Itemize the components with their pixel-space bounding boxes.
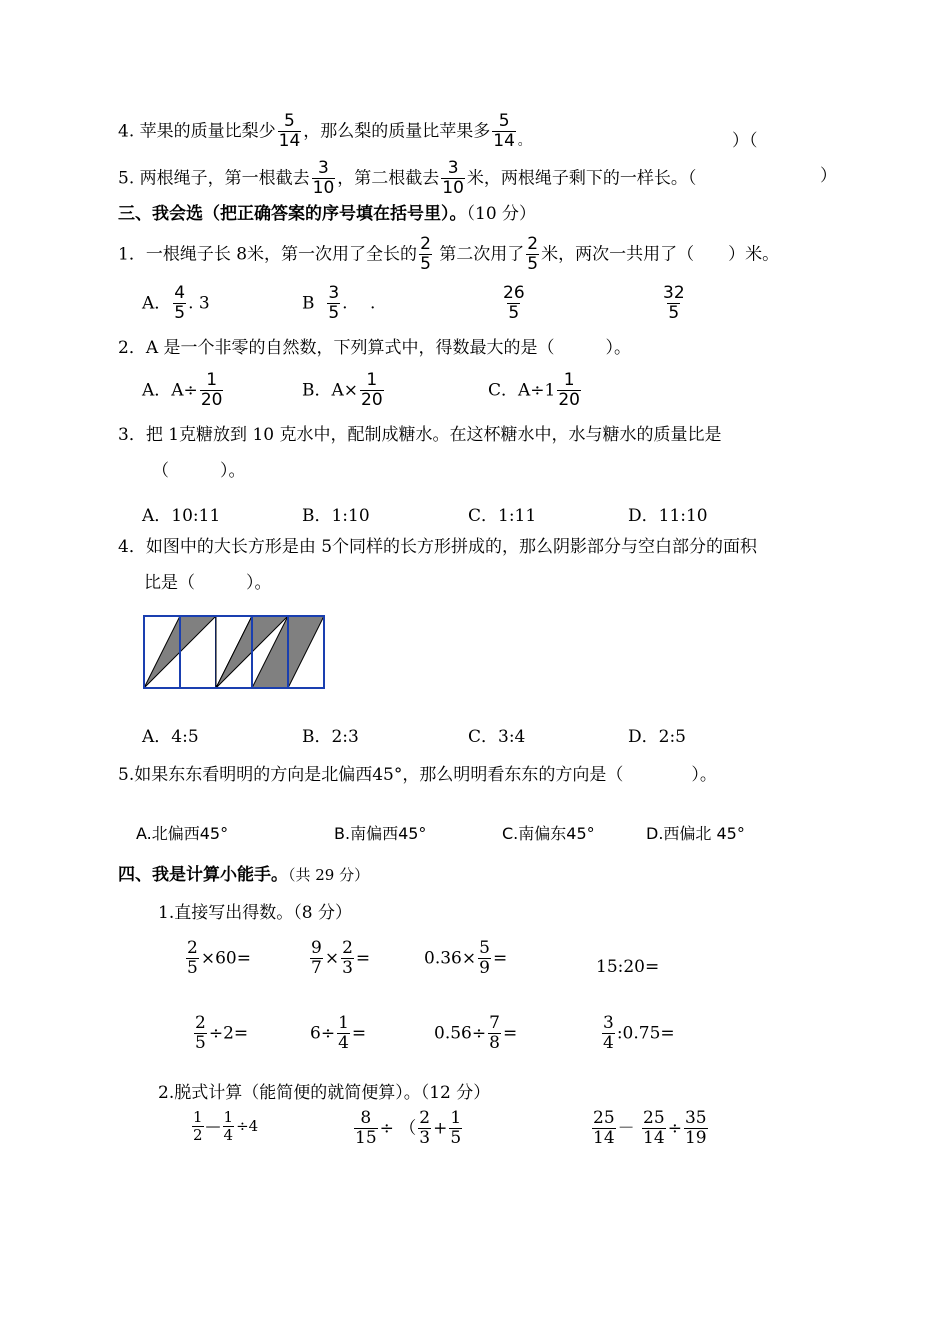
- option-a[interactable]: A.北偏西45°: [136, 824, 229, 843]
- fraction: [327, 285, 340, 323]
- denominator: 20: [361, 389, 383, 410]
- denominator: 5: [195, 1032, 206, 1053]
- numerator: 2: [420, 234, 431, 254]
- denominator: 19: [684, 1127, 707, 1148]
- text-span: =: [351, 1023, 367, 1044]
- denominator: 5: [668, 302, 680, 323]
- text-span: 米，两根绳子剩下的一样长。（: [466, 168, 697, 189]
- denominator: 5: [187, 957, 198, 978]
- expr-3[interactable]: [424, 940, 507, 978]
- option-b[interactable]: [302, 372, 386, 410]
- numerator: 1: [338, 1013, 349, 1033]
- expr-11[interactable]: [590, 1110, 710, 1148]
- fraction: [223, 1110, 235, 1144]
- fraction: [192, 1110, 204, 1144]
- text-span: ×: [324, 948, 340, 969]
- denominator: 7: [311, 957, 322, 978]
- denominator: 14: [643, 1127, 665, 1148]
- numerator: 4: [174, 283, 186, 303]
- option-a[interactable]: A．4:5: [142, 727, 199, 747]
- fraction: [478, 940, 491, 978]
- denominator: 3: [419, 1127, 431, 1148]
- fraction: [418, 1110, 431, 1148]
- text-span: ÷: [667, 1118, 682, 1139]
- fraction: [341, 940, 354, 978]
- numerator: 35: [684, 1108, 707, 1128]
- fraction: [526, 236, 539, 274]
- denominator: 5: [174, 302, 186, 323]
- fraction: [173, 285, 186, 323]
- numerator: 2: [342, 938, 353, 958]
- fraction: [488, 1015, 501, 1053]
- denominator: 4: [223, 1125, 234, 1144]
- expr-9[interactable]: [190, 1110, 258, 1144]
- denominator: 10: [442, 177, 464, 198]
- expr-5[interactable]: [192, 1015, 248, 1053]
- fraction: [200, 372, 224, 410]
- text-span: . 3: [188, 293, 210, 314]
- fraction: [684, 1110, 708, 1148]
- numerator: 1: [206, 370, 218, 390]
- expr-4[interactable]: 15:20=: [596, 957, 660, 977]
- option-d[interactable]: [660, 285, 688, 323]
- text-span: 1．: [118, 244, 146, 265]
- numerator: 8: [360, 1108, 372, 1128]
- question-1: [118, 236, 779, 274]
- denominator: 20: [200, 389, 223, 410]
- numerator: 3: [603, 1013, 614, 1033]
- judge-q4: [118, 113, 531, 151]
- option-d[interactable]: D．2:5: [628, 727, 686, 747]
- option-d[interactable]: D．11:10: [628, 506, 708, 526]
- option-b[interactable]: B.南偏西45°: [334, 824, 427, 843]
- expr-8[interactable]: [600, 1015, 675, 1053]
- option-b[interactable]: B．2:3: [302, 727, 359, 747]
- denominator: 5: [328, 302, 340, 323]
- text-span: 4．: [118, 537, 146, 557]
- fraction: [449, 1110, 462, 1148]
- numerator: 9: [311, 938, 322, 958]
- fraction: [312, 160, 336, 198]
- fraction: [360, 372, 384, 410]
- numerator: 5: [284, 111, 295, 131]
- text-span: 苹果的质量比梨少: [139, 121, 276, 142]
- text-span: ×60=: [200, 948, 251, 969]
- text-span: 2．: [118, 338, 146, 358]
- fraction: [502, 285, 526, 323]
- denominator: 4: [603, 1032, 614, 1053]
- option-d[interactable]: D.西偏北 45°: [646, 824, 745, 843]
- denominator: 5: [508, 302, 520, 323]
- numerator: 3: [318, 158, 329, 178]
- fraction: [492, 113, 516, 151]
- option-c[interactable]: [500, 285, 528, 323]
- fraction: [557, 372, 581, 410]
- denominator: 5: [527, 253, 539, 274]
- text-span: 6÷: [310, 1023, 336, 1044]
- text-span: 如图中的大长方形是由 5个同样的长方形拼成的，那么阴影部分与空白部分的面积: [145, 537, 758, 557]
- text-span: 第二次用了: [433, 244, 525, 265]
- text-span: 把 1克糖放到 10 克水中，配制成糖水。在这杯糖水中，水与糖水的质量比是: [145, 425, 722, 445]
- text-span: —: [205, 1116, 221, 1135]
- text-span: ÷4: [236, 1116, 259, 1135]
- numerator: 1: [366, 370, 378, 390]
- answer-paren[interactable]: （ ）。: [152, 461, 246, 481]
- answer-paren[interactable]: ）（: [732, 131, 758, 151]
- fraction: [602, 1015, 615, 1053]
- numerator: 3: [447, 158, 459, 178]
- option-c[interactable]: C.南偏东45°: [502, 824, 595, 843]
- expr-6[interactable]: [310, 1015, 366, 1053]
- expr-10[interactable]: [352, 1110, 464, 1148]
- denominator: 8: [489, 1032, 500, 1053]
- option-b[interactable]: [302, 285, 375, 323]
- option-c[interactable]: C．1:11: [468, 506, 537, 526]
- text-span: 0.36×: [424, 948, 477, 969]
- question-4-line2: 比是（ ）。: [144, 573, 272, 593]
- text-span: A．A÷: [142, 380, 198, 401]
- part-2-title: 2.脱式计算（能简便的就简便算）。（12 分）: [158, 1083, 491, 1103]
- denominator: 15: [355, 1127, 377, 1148]
- text-span: ÷2=: [208, 1023, 249, 1044]
- option-c[interactable]: C．3:4: [468, 727, 526, 747]
- denominator: 10: [312, 177, 335, 198]
- text-span: 4.: [118, 121, 135, 142]
- denominator: 4: [338, 1032, 349, 1053]
- part-1-title: 1.直接写出得数。（8 分）: [158, 903, 352, 923]
- option-c[interactable]: [488, 372, 583, 410]
- denominator: 14: [493, 130, 515, 151]
- option-a[interactable]: [142, 285, 210, 323]
- fraction: [278, 113, 302, 151]
- expr-1[interactable]: [184, 940, 251, 978]
- numerator: 5: [498, 111, 510, 131]
- numerator: 32: [663, 283, 685, 303]
- denominator: 9: [479, 957, 490, 978]
- option-a[interactable]: [142, 372, 225, 410]
- text-span: 。: [517, 133, 531, 149]
- text-span: 5.: [118, 168, 135, 189]
- text-span: 三、我会选（把正确答案的序号填在括号里）。: [118, 204, 467, 224]
- question-2: [118, 340, 631, 357]
- section-title: [118, 867, 369, 884]
- text-span: （10 分）: [466, 204, 537, 224]
- text-span: 四、我是计算小能手。: [118, 865, 288, 885]
- text-span: ，那么梨的质量比苹果多: [303, 121, 491, 142]
- denominator: 5: [420, 253, 431, 274]
- denominator: 20: [558, 389, 580, 410]
- numerator: 7: [489, 1013, 500, 1033]
- text-span: －: [617, 1118, 635, 1139]
- text-span: . .: [342, 293, 376, 314]
- text-span: ，第二根截去: [337, 168, 440, 189]
- numerator: 1: [223, 1108, 234, 1126]
- text-span: 米，两次一共用了（ ）米。: [541, 244, 780, 265]
- fraction: [642, 1110, 666, 1148]
- text-span: 一根绳子长 8米，第一次用了全长的: [145, 244, 418, 265]
- question-3: [118, 427, 722, 444]
- text-span: =: [492, 948, 508, 969]
- text-span: B．A×: [302, 380, 359, 401]
- text-span: （共 29 分）: [288, 866, 370, 884]
- text-span: A 是一个非零的自然数，下列算式中，得数最大的是（ ）。: [145, 338, 632, 358]
- fraction: [186, 940, 199, 978]
- numerator: 2: [419, 1108, 431, 1128]
- expr-7[interactable]: [434, 1015, 517, 1053]
- text-span: C．A÷1: [488, 380, 556, 401]
- text-span: B: [302, 293, 315, 314]
- option-a[interactable]: A．10:11: [142, 506, 221, 526]
- numerator: 25: [643, 1108, 665, 1128]
- text-span: =: [502, 1023, 518, 1044]
- text-span: 两根绳子，第一根截去: [139, 168, 310, 189]
- denominator: 5: [450, 1127, 462, 1148]
- numerator: 5: [479, 938, 490, 958]
- option-b[interactable]: B．1:10: [302, 506, 370, 526]
- denominator: 2: [193, 1125, 203, 1144]
- denominator: 14: [593, 1127, 615, 1148]
- fraction: [441, 160, 465, 198]
- denominator: 3: [342, 957, 353, 978]
- numerator: 2: [187, 938, 198, 958]
- rectangles-figure: [140, 612, 330, 692]
- numerator: 1: [193, 1108, 203, 1126]
- text-span: :0.75=: [616, 1023, 675, 1044]
- fraction: [337, 1015, 350, 1053]
- fraction: [194, 1015, 207, 1053]
- fraction: [662, 285, 686, 323]
- denominator: 14: [278, 130, 301, 151]
- numerator: 3: [328, 283, 340, 303]
- fraction: [592, 1110, 616, 1148]
- fraction: [310, 940, 323, 978]
- text-span: +: [433, 1118, 448, 1139]
- expr-2[interactable]: [308, 940, 370, 978]
- fraction: [419, 236, 432, 274]
- text-span: =: [355, 948, 371, 969]
- text-span: ÷ （: [379, 1118, 417, 1139]
- text-span: 3．: [118, 425, 146, 445]
- section-title: [118, 206, 536, 223]
- text-span: A．: [142, 293, 172, 314]
- fraction: [354, 1110, 378, 1148]
- judge-q5: [118, 160, 696, 198]
- numerator: 1: [563, 370, 575, 390]
- numerator: 2: [527, 234, 539, 254]
- numerator: 26: [503, 283, 525, 303]
- question-5: 5.如果东东看明明的方向是北偏西45°，那么明明看东东的方向是（ ）。: [118, 765, 717, 785]
- numerator: 25: [593, 1108, 615, 1128]
- numerator: 2: [195, 1013, 206, 1033]
- question-4: [118, 539, 757, 556]
- answer-paren[interactable]: ）: [820, 166, 837, 186]
- text-span: 0.56÷: [434, 1023, 487, 1044]
- numerator: 1: [450, 1108, 462, 1128]
